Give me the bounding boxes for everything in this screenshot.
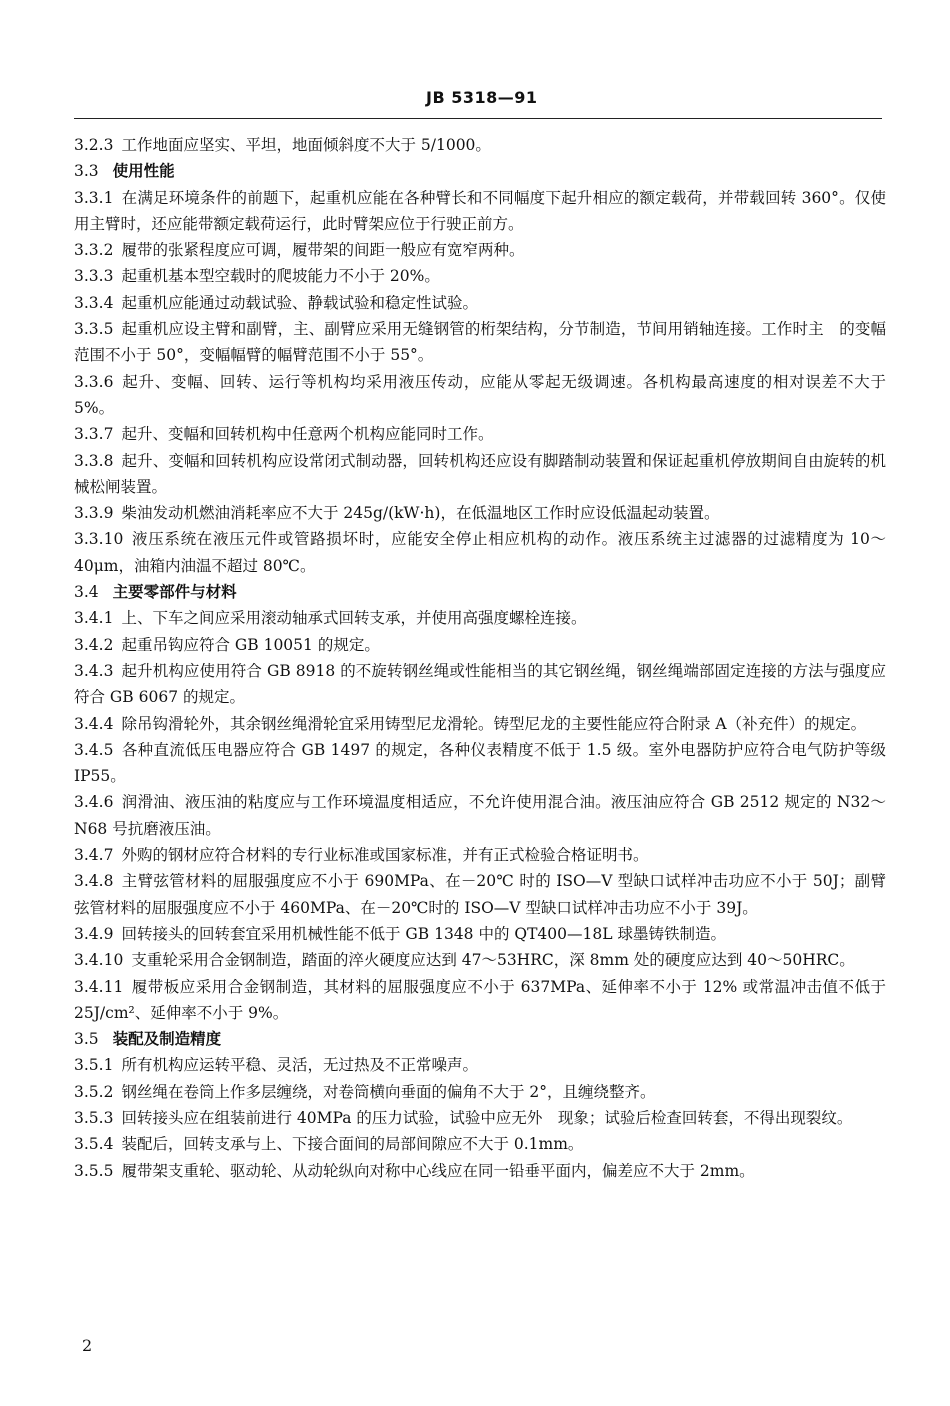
standard-code-header: JB 5318—91 [426,88,538,107]
clause-number: 3.3.10 [74,530,124,549]
clause-number: 3.4.9 [74,924,114,943]
clause-3-4-9 [74,921,886,947]
clause-3-4-2 [74,632,886,658]
clause-3-4-10 [74,947,886,973]
clause-3-3-7 [74,421,886,447]
clause-3-3-10 [74,526,886,579]
clause-3-4-1 [74,605,886,631]
clause-3-5-3 [74,1105,886,1131]
clause-number: 3.5.4 [74,1135,114,1154]
clause-number: 3.3.4 [74,293,114,312]
clause-number: 3.3.1 [74,188,114,207]
clause-3-3-6 [74,369,886,422]
page-number: 2 [82,1336,93,1355]
clause-number: 3.2.3 [74,136,114,154]
clause-3-3-5 [74,316,886,369]
section-title: 装配及制造精度 [112,1030,222,1049]
header-divider [74,118,882,119]
clause-3-4-3 [74,658,886,711]
clause-number: 3.4.3 [74,661,114,680]
clause-3-5-2 [74,1079,886,1105]
clause-number: 3.4.7 [74,846,114,865]
clause-3-4-4 [74,711,886,737]
clause-text: 起重机基本型空载时的爬坡能力不小于 20%。 [121,267,440,286]
clause-number: 3.3.2 [74,241,114,260]
clause-3-4-8 [74,868,886,921]
clause-text: 柴油发动机燃油消耗率应不大于 245g/(kW·h)，在低温地区工作时应设低温起动装置。 [121,504,720,523]
clause-text: 履带架支重轮、驱动轮、从动轮纵向对称中心线应在同一铅垂平面内，偏差应不大于 2mm。 [121,1161,755,1180]
clause-3-4-7 [74,842,886,868]
clause-text: 各种直流低压电器应符合 GB 1497 的规定，各种仪表精度不低于 1.5 级。室外电器防护应符合电气防护等级 IP55。 [74,740,886,786]
clause-number: 3.5.1 [74,1056,114,1075]
document-body [74,132,886,1184]
clause-text: 起升、变幅和回转机构应设常闭式制动器，回转机构还应设有脚踏制动装置和保证起重机停放期间自由旋转的机械松闸装置。 [74,451,886,496]
clause-text: 起升机构应使用符合 GB 8918 的不旋转钢丝绳或性能相当的其它钢丝绳，钢丝绳端部固定连接的方法与强度应符合 GB 6067 的规定。 [74,661,886,707]
clause-3-3-9 [74,500,886,526]
clause-text: 除吊钩滑轮外，其余钢丝绳滑轮宜采用铸型尼龙滑轮。铸型尼龙的主要性能应符合附录 A（补充件）的规定。 [121,714,867,733]
clause-text: 液压系统在液压元件或管路损坏时，应能安全停止相应机构的动作。液压系统主过滤器的过滤精度为 10～40μm，油箱内油温不超过 80℃。 [74,530,886,575]
clause-3-4-11 [74,974,886,1027]
clause-3-4-5 [74,737,886,790]
clause-3-5-4 [74,1131,886,1157]
clause-3-3-8 [74,448,886,501]
clause-text: 履带板应采用合金钢制造，其材料的屈服强度应不小于 637MPa、延伸率不小于 12% 或常温冲击值不低于 25J/cm²、延伸率不小于 9%。 [74,977,886,1022]
clause-text: 所有机构应运转平稳、灵活，无过热及不正常噪声。 [121,1056,478,1075]
clause-text: 履带的张紧程度应可调，履带架的间距一般应有宽窄两种。 [121,241,525,260]
clause-number: 3.4.2 [74,635,114,654]
clause-text: 钢丝绳在卷筒上作多层缠绕，对卷筒横向垂面的偏角不大于 2°，且缠绕整齐。 [121,1082,656,1101]
clause-text: 回转接头应在组装前进行 40MPa 的压力试验，试验中应无外 现象；试验后检查回转套，不得出现裂纹。 [121,1108,853,1127]
clause-number: 3.3.5 [74,320,114,339]
clause-3-3-1 [74,185,886,238]
clause-number: 3.4.11 [74,977,124,996]
section-title: 主要零部件与材料 [112,583,237,602]
clause-text: 在满足环境条件的前题下，起重机应能在各种臂长和不同幅度下起升相应的额定载荷，并带载回转 360°。仅使用主臂时，还应能带额定载荷运行，此时臂架应位于行驶正前方。 [74,188,886,233]
clause-text: 回转接头的回转套宜采用机械性能不低于 GB 1348 中的 QT400—18L 球墨铸铁制造。 [121,924,726,943]
section-heading-3-5 [74,1026,886,1052]
clause-3-2-3 [74,132,886,158]
clause-text: 起重吊钩应符合 GB 10051 的规定。 [121,635,380,654]
clause-3-4-6 [74,789,886,842]
clause-3-3-2 [74,237,886,263]
clause-text: 润滑油、液压油的粘度应与工作环境温度相适应，不允许使用混合油。液压油应符合 GB 2512 规定的 N32～N68 号抗磨液压油。 [74,793,886,838]
clause-number: 3.3.7 [74,425,114,444]
clause-number: 3.3.8 [74,451,114,470]
clause-number: 3.5.3 [74,1108,114,1127]
clause-number: 3.3.3 [74,267,114,286]
clause-number: 3.4.6 [74,793,114,812]
section-title: 使用性能 [112,162,175,181]
clause-number: 3.4.1 [74,609,114,628]
clause-number: 3.4.10 [74,951,124,970]
clause-number: 3.3.6 [74,372,114,391]
section-number: 3.5 [74,1030,99,1049]
clause-text: 外购的钢材应符合材料的专行业标准或国家标准，并有正式检验合格证明书。 [121,846,649,865]
clause-3-5-5 [74,1158,886,1184]
clause-number: 3.4.8 [74,872,114,891]
clause-text: 起升、变幅、回转、运行等机构均采用液压传动，应能从零起无级调速。各机构最高速度的相对误差不大于 5%。 [74,372,886,417]
clause-text: 起重机应设主臂和副臂，主、副臂应采用无缝钢管的桁架结构，分节制造，节间用销轴连接。工作时主 的变幅范围不小于 50°，变幅幅臂的幅臂范围不小于 55°。 [74,320,886,365]
clause-text: 上、下车之间应采用滚动轴承式回转支承，并使用高强度螺栓连接。 [121,609,587,628]
clause-number: 3.4.4 [74,714,114,733]
clause-3-3-4 [74,290,886,316]
clause-text: 支重轮采用合金钢制造，踏面的淬火硬度应达到 47～53HRC，深 8mm 处的硬度应达到 40～50HRC。 [131,951,855,970]
section-number: 3.4 [74,583,99,602]
clause-number: 3.3.9 [74,504,114,523]
clause-text: 起升、变幅和回转机构中任意两个机构应能同时工作。 [121,425,494,444]
section-number: 3.3 [74,162,99,181]
section-heading-3-4 [74,579,886,605]
clause-number: 3.5.2 [74,1082,114,1101]
section-heading-3-3 [74,158,886,184]
clause-number: 3.4.5 [74,740,114,759]
clause-text: 工作地面应坚实、平坦，地面倾斜度不大于 5/1000。 [121,136,491,154]
clause-text: 起重机应能通过动载试验、静载试验和稳定性试验。 [121,293,478,312]
clause-text: 主臂弦管材料的屈服强度应不小于 690MPa、在－20℃ 时的 ISO—V 型缺口试样冲击功应不小于 50J；副臂弦管材料的屈服强度应不小于 460MPa、在－20℃时的 ISO—V 型缺口试样冲击功应不小于 39J。 [74,872,886,917]
clause-3-3-3 [74,263,886,289]
clause-3-5-1 [74,1052,886,1078]
clause-number: 3.5.5 [74,1161,114,1180]
clause-text: 装配后，回转支承与上、下接合面间的局部间隙应不大于 0.1mm。 [121,1135,584,1154]
